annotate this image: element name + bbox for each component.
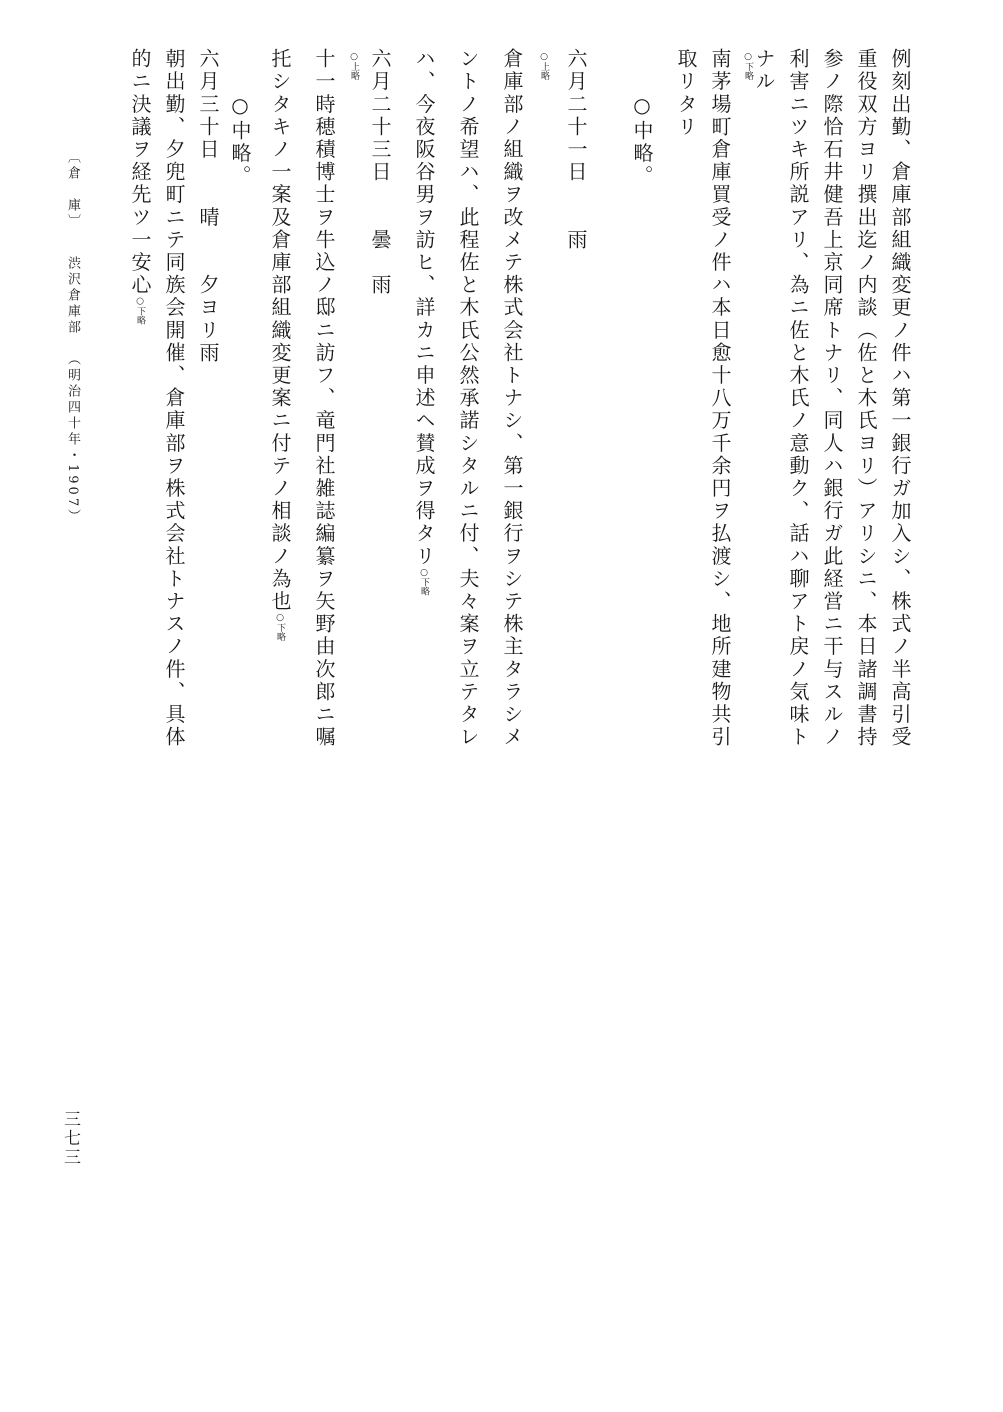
column-text: ○中略。 (228, 48, 252, 188)
column-text: 六月三十日 晴 夕ヨリ雨 (196, 48, 220, 365)
section-era: （明治四十年・1907） (65, 352, 80, 526)
column-text: 重役双方ヨリ撰出迄ノ内談（佐と木氏ヨリ）アリシニ、本日諸調書持 (854, 48, 878, 749)
page-number (58, 1110, 82, 1167)
body-column-10 (564, 48, 588, 251)
body-column-6 (736, 52, 760, 80)
column-text: 六月二十三日 曇 雨 (368, 48, 392, 297)
column-text: 的ニ決議ヲ経先ツ一安心 (128, 48, 152, 297)
section-bracket: 〔倉 庫〕 (65, 150, 80, 230)
editorial-note: ○下略 (419, 567, 429, 596)
body-column-3 (820, 48, 844, 749)
section-title: 渋沢倉庫部 (65, 256, 80, 336)
column-text: 十一時穂積博士ヲ牛込ノ邸ニ訪フ、竜門社雑誌編纂ヲ矢野由次郎ニ嘱 (312, 48, 336, 749)
editorial-note: ○下略 (743, 52, 753, 80)
body-column-4 (786, 48, 810, 749)
body-column-21 (162, 48, 186, 749)
column-text: 托シタキノ一案及倉庫部組織変更案ニ付テノ相談ノ為也 (268, 48, 292, 613)
body-column-1 (888, 48, 912, 749)
column-text: 利害ニツキ所説アリ、為ニ佐と木氏ノ意動ク、話ハ聊アト戻ノ気味ト (786, 48, 810, 749)
editorial-note: ○上略 (539, 52, 549, 80)
page-number-text: 三七三 (60, 1110, 80, 1167)
body-column-20 (196, 48, 220, 364)
body-column-7 (708, 48, 732, 749)
body-column-22 (128, 48, 152, 325)
column-text: 参ノ際恰石井健吾上京同席トナリ、同人ハ銀行ガ此経営ニ干与スルノ (820, 48, 844, 749)
body-column-2 (854, 48, 878, 749)
column-text: ハ、今夜阪谷男ヲ訪ヒ、詳カニ申述ヘ賛成ヲ得タリ (412, 48, 436, 568)
body-column-19 (228, 48, 252, 188)
column-text: 例刻出勤、倉庫部組織変更ノ件ハ第一銀行ガ加入シ、株式ノ半高引受 (888, 48, 912, 749)
body-column-9 (630, 48, 654, 188)
body-column-16 (342, 52, 366, 80)
body-column-17 (312, 48, 336, 749)
column-text: 倉庫部ノ組織ヲ改メテ株式会社トナシ、第一銀行ヲシテ株主タラシメ (500, 48, 524, 749)
column-text: 六月二十一日 雨 (564, 48, 588, 252)
body-column-18 (268, 48, 292, 641)
column-text: 朝出勤、夕兜町ニテ同族会開催、倉庫部ヲ株式会社トナスノ件、具体 (162, 48, 186, 749)
body-column-14 (412, 48, 436, 596)
body-column-13 (456, 48, 480, 749)
column-text: ントノ希望ハ、此程佐と木氏公然承諾シタルニ付、夫々案ヲ立テタレ (456, 48, 480, 749)
column-text: 取リタリ (674, 48, 698, 139)
body-column-12 (500, 48, 524, 749)
editorial-note: ○上略 (349, 52, 359, 80)
editorial-note: ○下略 (135, 296, 145, 325)
running-header (60, 150, 84, 525)
body-column-11 (532, 52, 556, 80)
column-text: 南茅場町倉庫買受ノ件ハ本日愈十八万千余円ヲ払渡シ、地所建物共引 (708, 48, 732, 749)
editorial-note: ○下略 (275, 613, 285, 641)
body-column-15 (368, 48, 392, 297)
column-text: ○中略。 (630, 48, 654, 188)
column-text: ナル (752, 48, 776, 94)
body-column-8 (674, 48, 698, 138)
